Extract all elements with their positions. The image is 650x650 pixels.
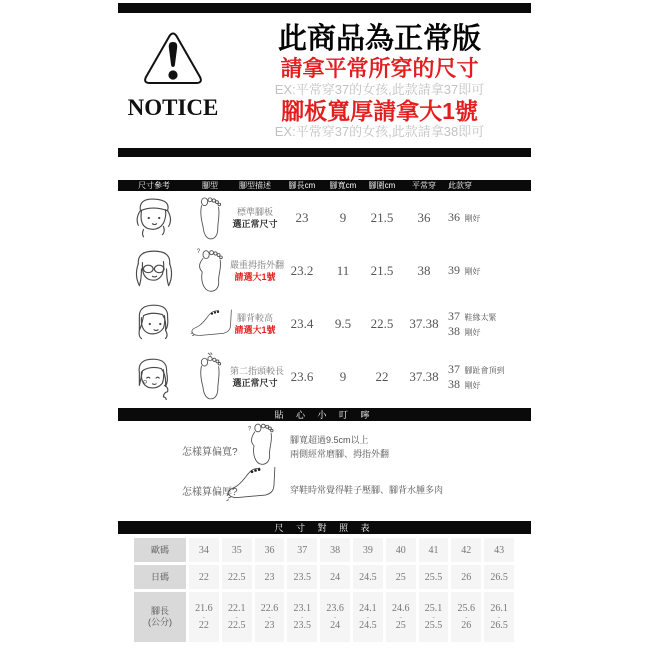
eu-size: 37 — [287, 538, 317, 562]
eu-size: 36 — [255, 538, 285, 562]
eu-size: 35 — [222, 538, 252, 562]
usual-size-value: 36 — [417, 209, 431, 225]
tip-answer-wide: 腳寬超過9.5cm以上 兩側經常磨腳、拇指外翻 — [290, 435, 390, 459]
this-style-fit: 36 剛好 — [448, 210, 481, 224]
size-example-2: EX:平常穿37的女孩,此款請拿38即可 — [274, 124, 485, 139]
row-label-jp: 日碼 — [134, 565, 186, 589]
foot-length-value: 23.6 — [290, 368, 314, 384]
foot-girth-value: 22 — [375, 368, 389, 384]
this-style-fit: 37 腳趾會頂到 38 剛好 — [448, 361, 505, 391]
foot-girth-value: 22.5 — [370, 315, 394, 331]
col-header-foot-length: 腳長cm — [288, 181, 316, 190]
tip-question-wide: 怎樣算偏寬? — [182, 447, 238, 458]
table-row — [118, 244, 531, 297]
table-row — [118, 350, 531, 403]
jp-size: 23.5 — [287, 565, 317, 589]
long-second-toe-footprint-icon — [190, 352, 230, 402]
notice-header — [118, 13, 531, 148]
foot-width-value: 9.5 — [334, 315, 352, 331]
foot-length-range: 23.6 - 24 — [320, 592, 350, 642]
eu-size: 39 — [353, 538, 383, 562]
foot-width-value: 9 — [339, 209, 347, 225]
row-label-foot-length: 腳長 (公分) — [134, 592, 186, 642]
size-example-1: EX:平常穿37的女孩,此款請拿37即可 — [274, 82, 485, 97]
row-label-eu: 歐碼 — [134, 538, 186, 562]
svg-text:?: ? — [196, 247, 201, 255]
tips-section-bar: 貼 心 小 叮 嚀 — [118, 408, 531, 421]
foot-length-range: 21.6 - 22 — [189, 592, 219, 642]
svg-text:?: ? — [247, 425, 252, 433]
jp-size: 24.5 — [353, 565, 383, 589]
eu-size: 40 — [386, 538, 416, 562]
usual-size-value: 38 — [417, 262, 431, 278]
warning-triangle-icon — [141, 29, 205, 89]
foot-description: 嚴重拇指外翻 請選大1號 — [230, 259, 285, 282]
tips-section — [118, 421, 531, 519]
eu-size: 34 — [189, 538, 219, 562]
col-header-foot-description: 腳型描述 — [239, 181, 271, 190]
jp-size: 23 — [255, 565, 285, 589]
foot-length-range: 23.1 - 23.5 — [287, 592, 317, 642]
foot-length-value: 23.4 — [290, 315, 314, 331]
foot-length-value: 23.2 — [290, 262, 314, 278]
foot-girth-value: 21.5 — [370, 262, 394, 278]
foot-length-range: 26.1 - 26.5 — [484, 592, 514, 642]
content-column — [118, 0, 531, 650]
usual-size-value: 37.38 — [409, 368, 439, 384]
top-divider-bar — [118, 3, 531, 13]
col-header-size-reference: 尺寸參考 — [138, 181, 170, 190]
standard-footprint-icon — [190, 194, 230, 242]
foot-description: 第二指頭較長 選正常尺寸 — [230, 365, 285, 388]
foot-length-range: 24.1 - 24.5 — [353, 592, 383, 642]
size-conversion-table — [134, 538, 514, 642]
notice-label: NOTICE — [127, 95, 219, 120]
tip-question-thick: 怎樣算偏厚? — [182, 487, 238, 498]
eu-size: 41 — [419, 538, 449, 562]
thick-side-foot-icon — [226, 465, 278, 508]
col-header-usual-size: 平常穿 — [412, 181, 436, 190]
jp-size: 25 — [386, 565, 416, 589]
foot-length-range: 22.1 - 22.5 — [222, 592, 252, 642]
eu-size: 43 — [484, 538, 514, 562]
table-row — [118, 191, 531, 244]
girl-with-beret-illustration — [118, 195, 190, 241]
eu-size: 42 — [451, 538, 481, 562]
foot-length-value: 23 — [295, 209, 309, 225]
size-table-header — [118, 180, 531, 191]
girl-side-look-illustration — [118, 301, 190, 347]
col-header-foot-width: 腳寬cm — [329, 181, 357, 190]
tip-answer-thick: 穿鞋時常覺得鞋子壓腳、腳背水腫多肉 — [290, 485, 444, 495]
this-style-fit: 39 剛好 — [448, 263, 481, 277]
high-instep-side-foot-icon — [190, 307, 230, 341]
jp-size: 22.5 — [222, 565, 252, 589]
foot-length-range: 25.1 - 25.5 — [419, 592, 449, 642]
col-header-foot-type: 腳型 — [202, 181, 218, 190]
jp-size: 22 — [189, 565, 219, 589]
girl-with-braid-illustration — [118, 354, 190, 400]
jp-size: 25.5 — [419, 565, 449, 589]
foot-width-value: 9 — [339, 368, 347, 384]
conversion-section-bar: 尺 寸 對 照 表 — [118, 521, 531, 534]
headline-block — [228, 13, 531, 148]
size-advice-1: 請拿平常所穿的尺寸 — [280, 56, 479, 81]
notice-block — [118, 13, 228, 148]
col-header-this-style-size: 此款穿 — [448, 181, 472, 190]
middle-divider-bar — [118, 148, 531, 157]
size-advice-2: 腳板寬厚請拿大1號 — [281, 98, 478, 124]
jp-size: 26.5 — [484, 565, 514, 589]
size-reference-table — [118, 180, 531, 403]
eu-size: 38 — [320, 538, 350, 562]
table-row — [118, 297, 531, 350]
foot-description: 腳背較高 請選大1號 — [234, 312, 276, 335]
foot-length-range: 25.6 - 26 — [451, 592, 481, 642]
foot-girth-value: 21.5 — [370, 209, 394, 225]
bunion-footprint-icon — [190, 246, 230, 296]
foot-width-value: 11 — [336, 262, 350, 278]
foot-length-range: 22.6 - 23 — [255, 592, 285, 642]
girl-with-glasses-illustration — [118, 248, 190, 294]
usual-size-value: 37.38 — [409, 315, 439, 331]
product-version-title: 此商品為正常版 — [277, 23, 481, 55]
foot-description: 標準腳板 選正常尺寸 — [232, 206, 278, 229]
col-header-foot-girth: 腳圍cm — [368, 181, 396, 190]
foot-length-range: 24.6 - 25 — [386, 592, 416, 642]
jp-size: 24 — [320, 565, 350, 589]
this-style-fit: 37 鞋緣太緊 38 剛好 — [448, 308, 497, 338]
jp-size: 26 — [451, 565, 481, 589]
